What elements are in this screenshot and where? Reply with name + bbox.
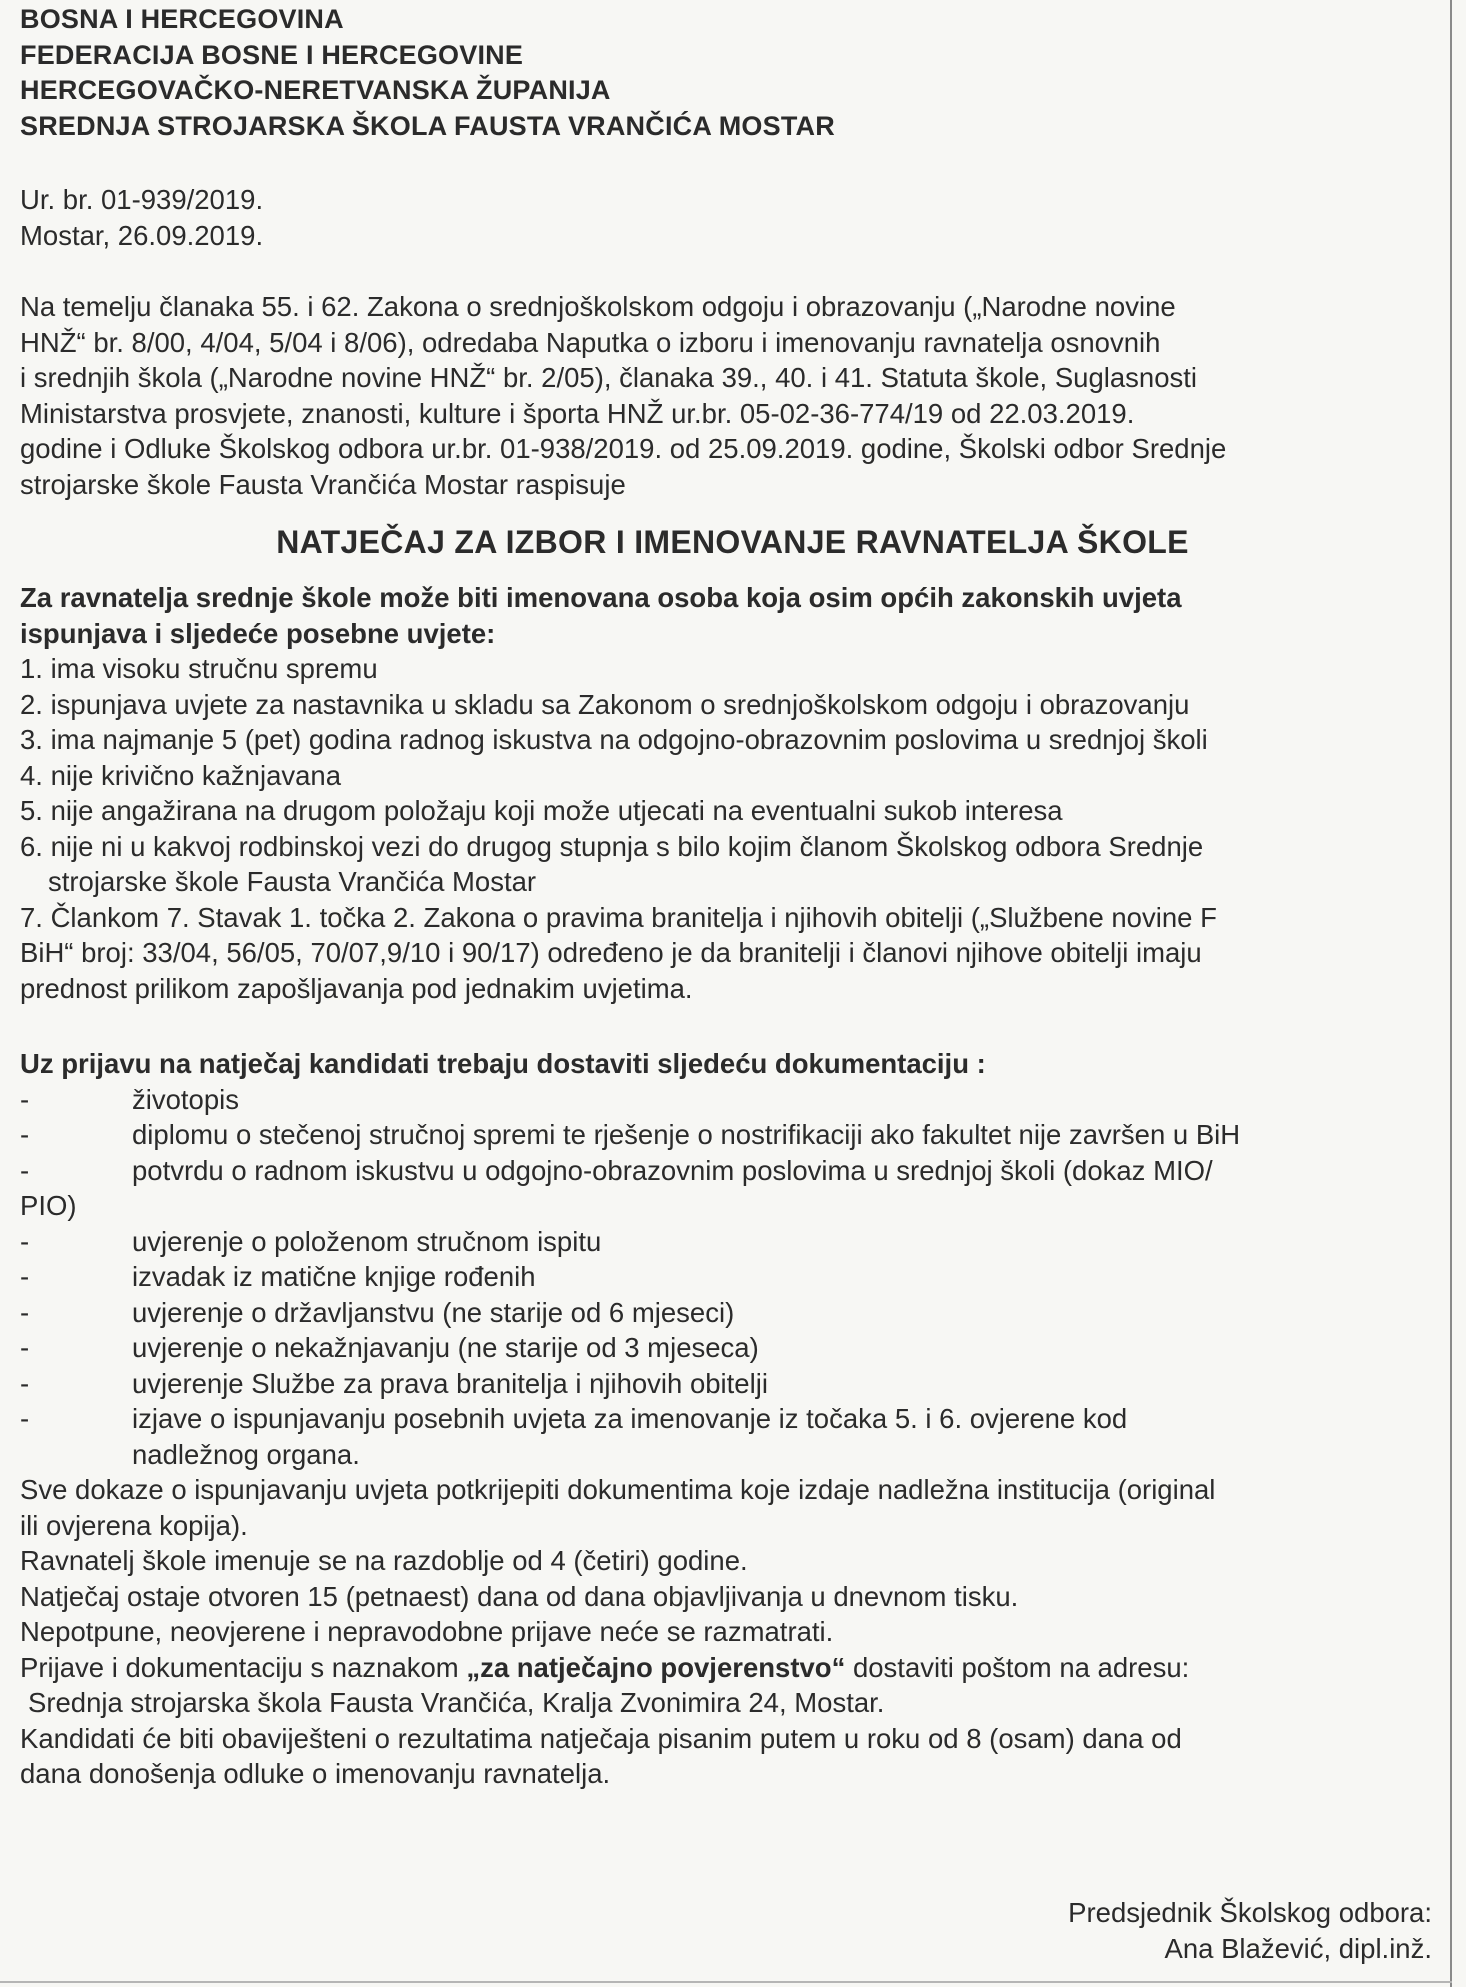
submission-suffix: dostaviti poštom na adresu: xyxy=(845,1651,1190,1683)
closing-line: ili ovjerena kopija). xyxy=(20,1509,248,1541)
document-item xyxy=(20,1401,1445,1437)
document-item-text: uvjerenje Službe za prava branitelja i njihovih obitelji xyxy=(132,1367,768,1399)
document-item xyxy=(20,1117,1445,1153)
condition-item: 4. nije krivično kažnjavana xyxy=(20,759,342,791)
document-item-text: potvrdu o radnom iskustvu u odgojno-obrazovnim poslovima u srednjoj školi (dokaz MIO/ xyxy=(132,1154,1213,1186)
document-item-text: uvjerenje o nekažnjavanju (ne starije od 3 mjeseca) xyxy=(132,1332,759,1363)
condition-item: 5. nije angažirana na drugom položaju koji može utjecati na eventualni sukob interesa xyxy=(20,795,1063,826)
submission-label: „za natječajno povjerenstvo“ xyxy=(466,1651,846,1683)
intro-paragraph xyxy=(20,289,1445,502)
list-dash: - xyxy=(20,1332,30,1363)
condition-item: 3. ima najmanje 5 (pet) godina radnog iskustva na odgojno-obrazovnim poslovima u srednjoj školi xyxy=(20,724,1208,755)
condition-item: 7. Člankom 7. Stavak 1. točka 2. Zakona o pravima branitelja i njihovih obitelji („Službene novine F xyxy=(20,901,1217,933)
closing-section xyxy=(20,1472,1445,1792)
conditions-heading: Za ravnatelja srednje škole može biti imenovana osoba koja osim općih zakonskih uvjeta xyxy=(20,582,1182,613)
list-dash: - xyxy=(20,1367,30,1399)
document-item-text: izvadak iz matične knjige rođenih xyxy=(132,1261,536,1292)
documents-section xyxy=(20,1046,1445,1472)
document-item xyxy=(20,1330,1445,1366)
notify-line: Kandidati će biti obaviješteni o rezultatima natječaja pisanim putem u roku od 8 (osam) dana od xyxy=(20,1722,1182,1754)
condition-item: 2. ispunjava uvjete za nastavnika u skladu sa Zakonom o srednjoškolskom odgoju i obrazovanju xyxy=(20,688,1190,720)
closing-line: Nepotpune, neovjerene i nepravodobne prijave neće se razmatrati. xyxy=(20,1616,834,1647)
document-item-text: izjave o ispunjavanju posebnih uvjeta za imenovanje iz točaka 5. i 6. ovjerene kod xyxy=(132,1403,1128,1434)
list-dash: - xyxy=(20,1119,30,1150)
document-item xyxy=(20,1224,1445,1260)
condition-item-continuation: BiH“ broj: 33/04, 56/05, 70/07,9/10 i 90/17) određeno je da branitelji i članovi njihove obitelji imaju xyxy=(20,937,1202,968)
document-item xyxy=(20,1082,1445,1118)
document-item xyxy=(20,1153,1445,1189)
header-line: HERCEGOVAČKO-NERETVANSKA ŽUPANIJA xyxy=(20,75,611,105)
list-dash: - xyxy=(20,1261,30,1292)
reference-block xyxy=(20,182,1445,253)
condition-item: 6. nije ni u kakvoj rodbinskoj vezi do drugog stupnja s bilo kojim članom Školskog odbora Srednje xyxy=(20,830,1204,862)
list-dash: - xyxy=(20,1154,30,1186)
conditions-section xyxy=(20,580,1445,1006)
list-dash: - xyxy=(20,1083,30,1115)
document-item-text: životopis xyxy=(132,1083,239,1115)
document-content xyxy=(20,2,1445,1792)
document-item xyxy=(20,1259,1445,1295)
documents-heading: Uz prijavu na natječaj kandidati trebaju dostaviti sljedeću dokumentaciju : xyxy=(20,1048,986,1079)
school-address: Srednja strojarska škola Fausta Vrančića, Kralja Zvonimira 24, Mostar. xyxy=(28,1687,885,1718)
submission-line xyxy=(20,1650,1445,1686)
list-dash: - xyxy=(20,1296,30,1328)
submission-prefix: Prijave i dokumentaciju s naznakom xyxy=(20,1651,467,1683)
header-line: BOSNA I HERCEGOVINA xyxy=(20,4,344,34)
closing-line: Ravnatelj škole imenuje se na razdoblje od 4 (četiri) godine. xyxy=(20,1545,748,1576)
signature-role: Predsjednik Školskog odbora: xyxy=(1068,1897,1432,1928)
intro-line: strojarske škole Fausta Vrančića Mostar raspisuje xyxy=(20,468,626,500)
document-item xyxy=(20,1295,1445,1331)
signature-name: Ana Blažević, dipl.inž. xyxy=(1164,1933,1432,1964)
reference-number: Ur. br. 01-939/2019. xyxy=(20,184,264,215)
document-item-text: uvjerenje o položenom stručnom ispitu xyxy=(132,1225,602,1257)
intro-line: godine i Odluke Školskog odbora ur.br. 01-938/2019. od 25.09.2019. godine, Školski odbor Srednje xyxy=(20,433,1227,464)
document-item-continuation: PIO) xyxy=(20,1190,77,1221)
signature-block xyxy=(1068,1895,1432,1967)
institution-header xyxy=(20,2,1445,144)
notify-line: dana donošenja odluke o imenovanju ravnatelja. xyxy=(20,1758,611,1789)
intro-line: Ministarstva prosvjete, znanosti, kulture i športa HNŽ ur.br. 05-02-36-774/19 od 22.03.2019. xyxy=(20,397,1135,429)
list-dash: - xyxy=(20,1225,30,1257)
conditions-heading: ispunjava i sljedeće posebne uvjete: xyxy=(20,617,496,649)
condition-item-continuation: prednost prilikom zapošljavanja pod jednakim uvjetima. xyxy=(20,972,693,1004)
header-line: FEDERACIJA BOSNE I HERCEGOVINE xyxy=(20,39,524,70)
closing-line: Sve dokaze o ispunjavanju uvjeta potkrijepiti dokumentima koje izdaje nadležna institucija (original xyxy=(20,1474,1216,1505)
document-item xyxy=(20,1366,1445,1402)
page-border-right xyxy=(1450,0,1452,1987)
intro-line: Na temelju članaka 55. i 62. Zakona o srednjoškolskom odgoju i obrazovanju („Narodne novine xyxy=(20,291,1176,322)
document-item-text: diplomu o stečenoj stručnoj spremi te rješenje o nostrifikaciji ako fakultet nije završen u BiH xyxy=(132,1119,1241,1150)
header-line: SREDNJA STROJARSKA ŠKOLA FAUSTA VRANČIĆA MOSTAR xyxy=(20,110,835,141)
place-date: Mostar, 26.09.2019. xyxy=(20,219,264,251)
closing-line: Natječaj ostaje otvoren 15 (petnaest) dana od dana objavljivanja u dnevnom tisku. xyxy=(20,1580,1019,1612)
condition-item-continuation: strojarske škole Fausta Vrančića Mostar xyxy=(48,866,537,897)
page-border-bottom xyxy=(0,1981,1452,1983)
intro-line: HNŽ“ br. 8/00, 4/04, 5/04 i 8/06), odredaba Naputka o izboru i imenovanju ravnatelja osnovnih xyxy=(20,326,1161,358)
list-dash: - xyxy=(20,1403,30,1434)
document-title: NATJEČAJ ZA IZBOR I IMENOVANJE RAVNATELJA ŠKOLE xyxy=(276,524,1189,560)
condition-item: 1. ima visoku stručnu spremu xyxy=(20,653,378,684)
document-item-text: uvjerenje o državljanstvu (ne starije od 6 mjeseci) xyxy=(132,1296,735,1328)
intro-line: i srednjih škola („Narodne novine HNŽ“ br. 2/05), članaka 39., 40. i 41. Statuta škole, Suglasnosti xyxy=(20,362,1198,393)
document-item-continuation: nadležnog organa. xyxy=(132,1438,360,1470)
